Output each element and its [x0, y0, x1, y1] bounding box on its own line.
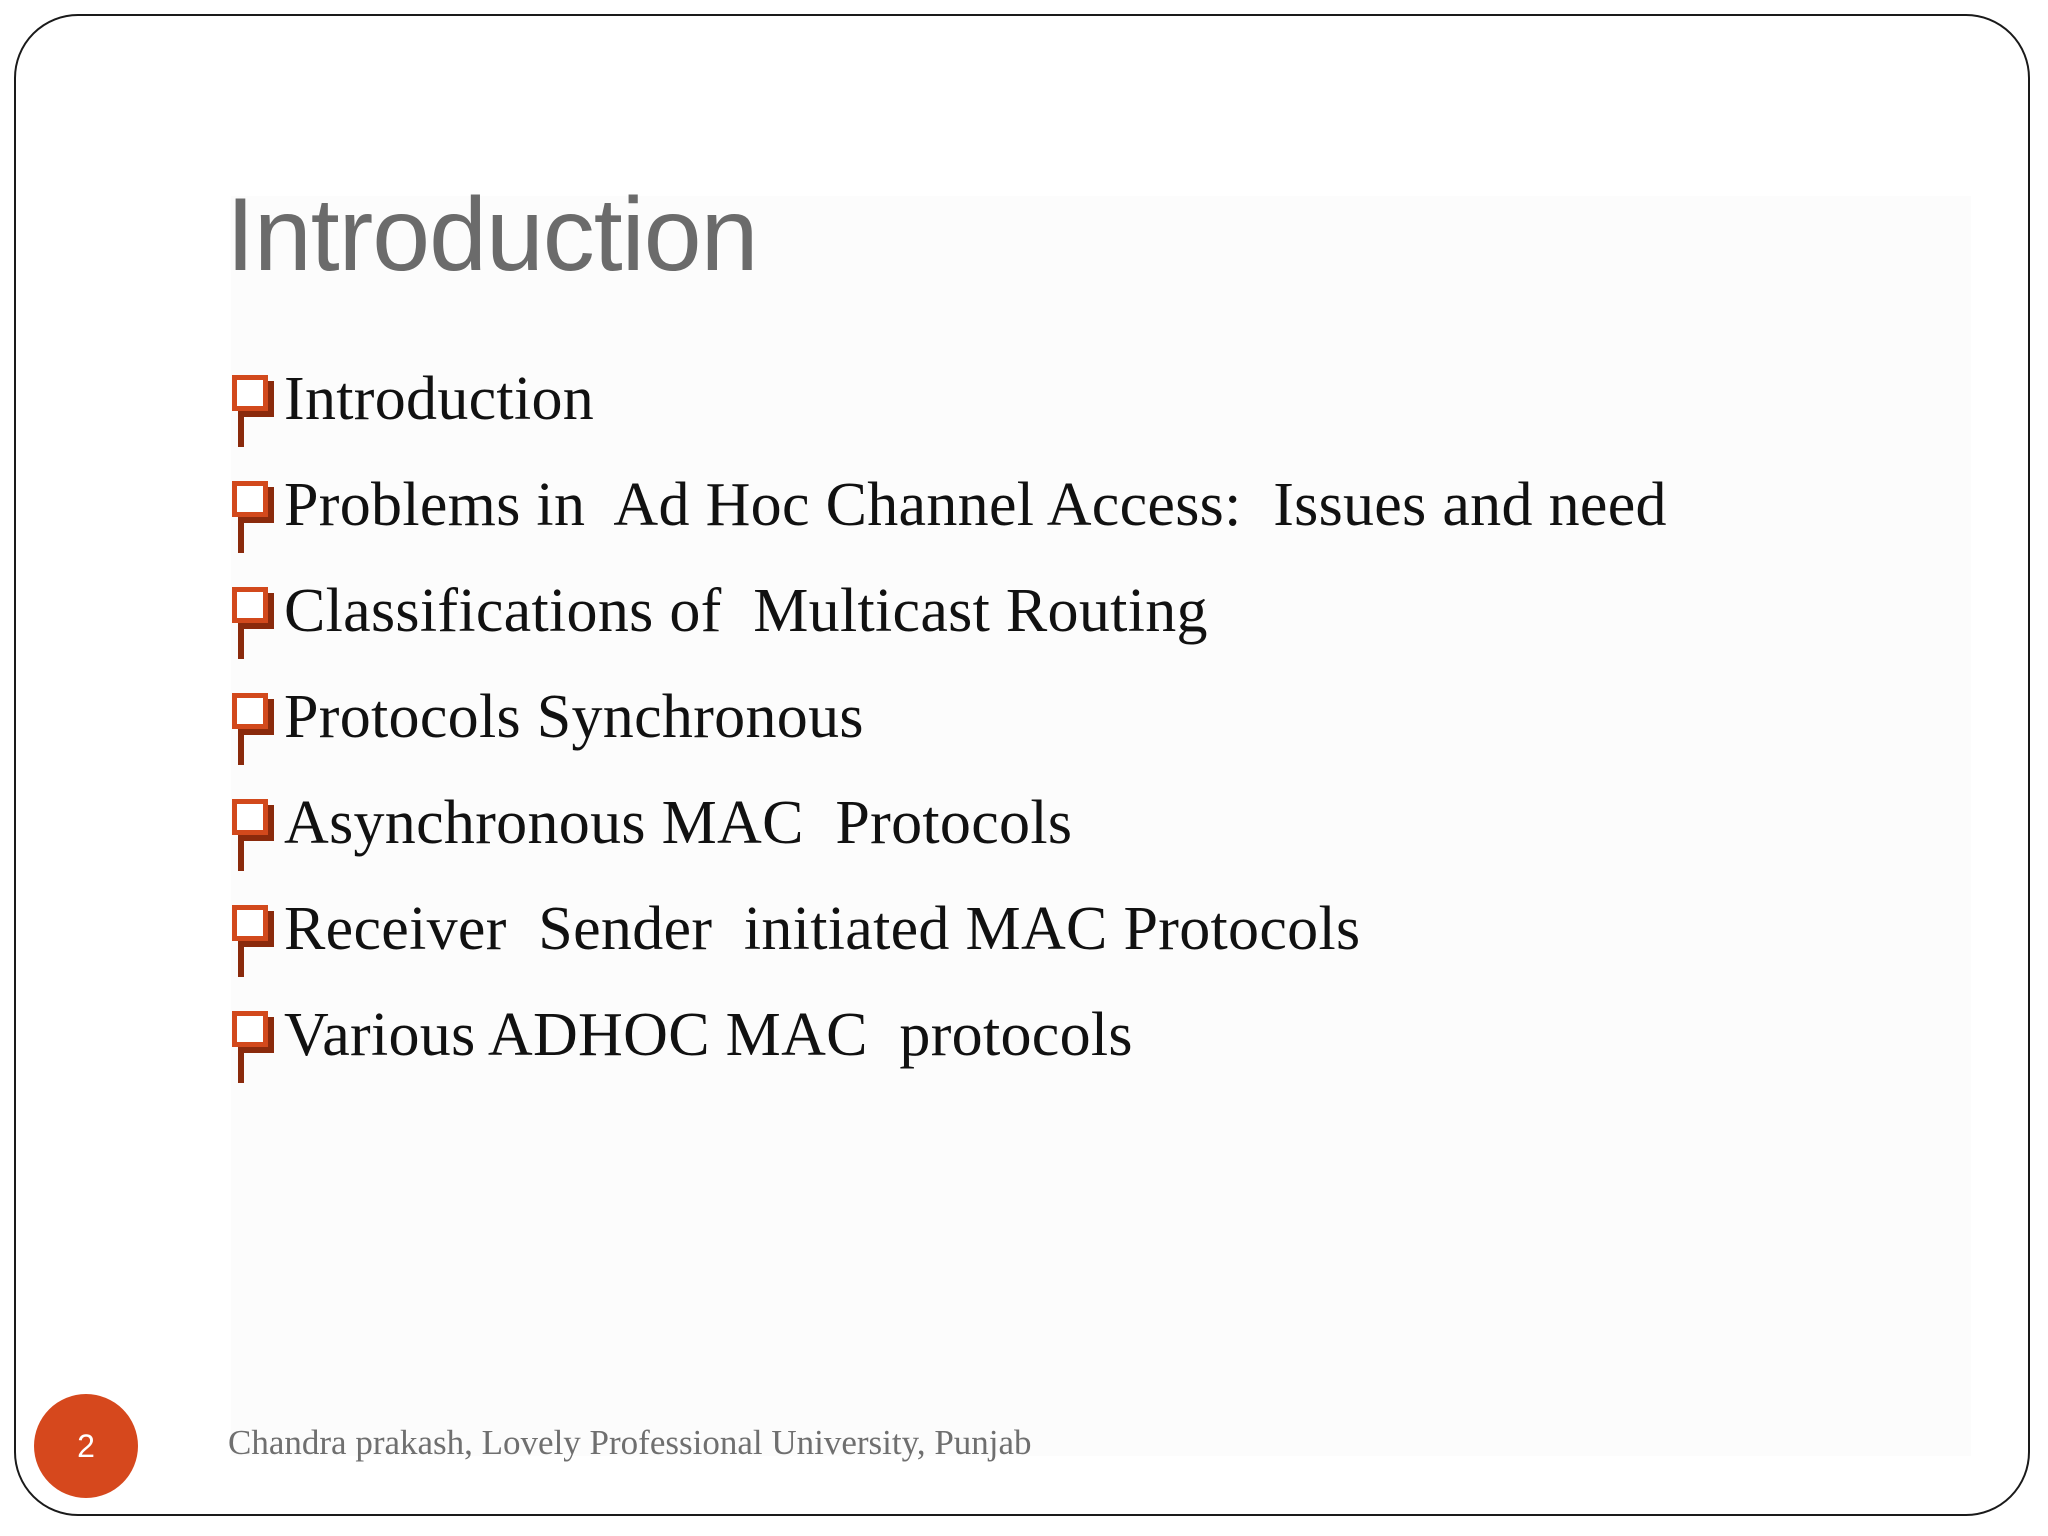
- bullet-text: Problems in Ad Hoc Channel Access: Issues and need: [284, 470, 1667, 539]
- list-item: [232, 664, 1667, 770]
- bullet-text: Introduction: [284, 364, 595, 433]
- page-number-badge: [34, 1394, 138, 1498]
- bullet-list: [232, 346, 1667, 1088]
- list-item: [232, 770, 1667, 876]
- bullet-text: Various ADHOC MAC protocols: [284, 1000, 1133, 1069]
- square-bullet-icon: [232, 375, 272, 415]
- bullet-text: Protocols Synchronous: [284, 682, 864, 751]
- list-item: [232, 982, 1667, 1088]
- slide-title: Introduction: [226, 177, 758, 293]
- square-bullet-icon: [232, 693, 272, 733]
- square-bullet-icon: [232, 481, 272, 521]
- list-item: [232, 876, 1667, 982]
- bullet-text: Classifications of Multicast Routing: [284, 576, 1208, 645]
- list-item: [232, 558, 1667, 664]
- list-item: [232, 346, 1667, 452]
- square-bullet-icon: [232, 799, 272, 839]
- list-item: [232, 452, 1667, 558]
- page-number: 2: [77, 1427, 95, 1464]
- slide: [14, 14, 2030, 1516]
- square-bullet-icon: [232, 1011, 272, 1051]
- bullet-text: Asynchronous MAC Protocols: [284, 788, 1073, 857]
- square-bullet-icon: [232, 905, 272, 945]
- bullet-text: Receiver Sender initiated MAC Protocols: [284, 894, 1361, 963]
- footer-text: Chandra prakash, Lovely Professional University, Punjab: [228, 1423, 1032, 1462]
- square-bullet-icon: [232, 587, 272, 627]
